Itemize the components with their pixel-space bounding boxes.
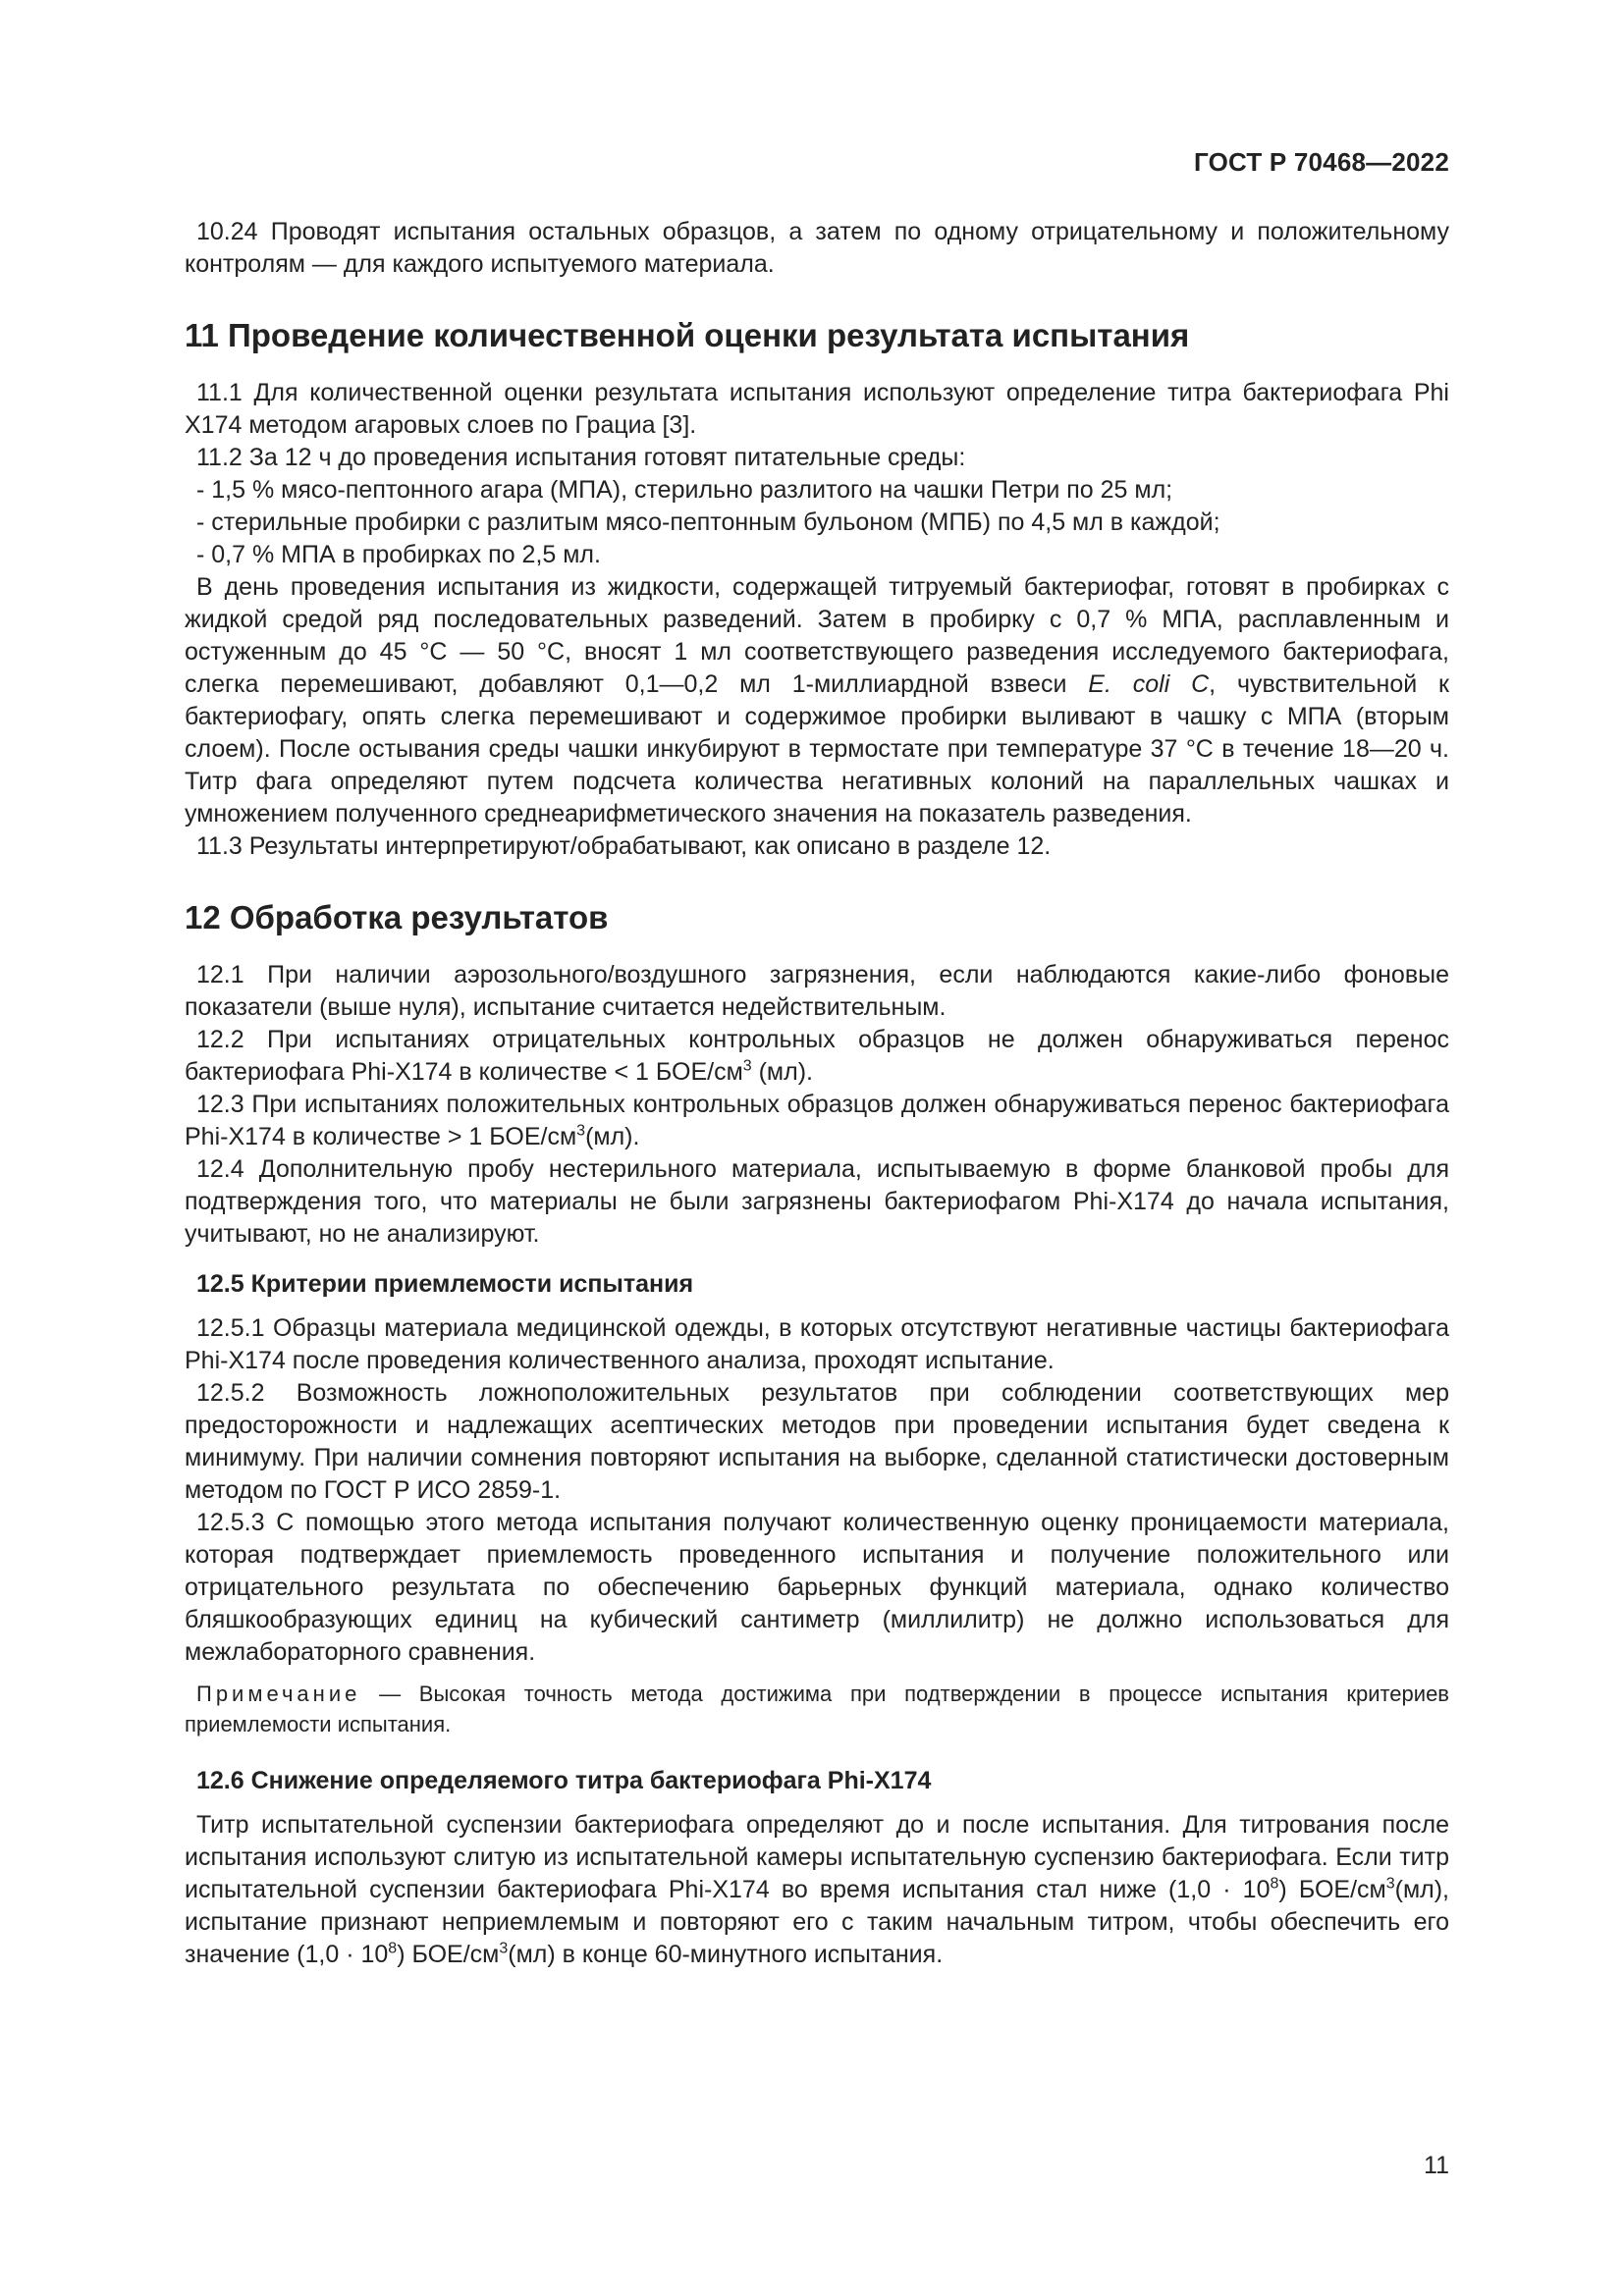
- superscript: 8: [388, 1940, 398, 1957]
- document-code-header: ГОСТ Р 70468—2022: [1194, 147, 1449, 177]
- note-text: — Высокая точность метода достижима при подтверждении в процессе испытания критериев приемлемости испытания.: [185, 1682, 1449, 1736]
- paragraph-12-4: 12.4 Дополнительную пробу нестерильного материала, испытываемую в форме бланковой пробы для подтверждения того, что материалы не были загрязнены бактериофагом Phi-X174 до начала испытания, учитывают, но не анализируют.: [185, 1155, 1449, 1248]
- page-number: 11: [1424, 2152, 1449, 2179]
- paragraph-10-24: 10.24 Проводят испытания остальных образцов, а затем по одному отрицательному и положительному контролям — для каждого испытуемого материала.: [185, 218, 1449, 278]
- superscript: 3: [576, 1122, 586, 1140]
- subsection-12-5-heading: 12.5 Критерии приемлемости испытания: [196, 1270, 694, 1298]
- paragraph-12-5-3: 12.5.3 С помощью этого метода испытания получают количественную оценку проницаемости материала, которая подтверждает приемлемость проведенного испытания и получение положительного или отрицательного результата по обеспечению барьерных функций материала, однако количество бляшкообразующих единиц на кубический сантиметр (миллилитр) не должно использоваться для межлабораторного сравнения.: [185, 1509, 1449, 1666]
- paragraph-11-procedure: [185, 571, 1449, 830]
- list-item: - 0,7 % МПА в пробирках по 2,5 мл.: [196, 541, 601, 568]
- superscript: 3: [1385, 1875, 1395, 1893]
- note: [185, 1679, 1449, 1739]
- text: (мл).: [751, 1058, 813, 1086]
- paragraph-11-1: 11.1 Для количественной оценки результата испытания используют определение титра бактериофага Phi X174 методом агаровых слоев по Грациа [3].: [185, 379, 1449, 439]
- text: Титр испытательной суспензии бактериофага определяют до и после испытания. Для титрования после испытания используют слитую из испытательной камеры испытательную суспензию бактериофага. Если титр испытательной суспензии бактериофага Phi-X174 во время испытания стал ниже (1,0 · 10: [185, 1811, 1449, 1903]
- paragraph-12-2: [185, 1024, 1449, 1089]
- page-content: [185, 216, 1449, 1971]
- paragraph-11-2: 11.2 За 12 ч до проведения испытания готовят питательные среды:: [196, 444, 966, 471]
- paragraph-12-6: [185, 1809, 1449, 1971]
- ecoli-italic: E. coli C: [1088, 670, 1210, 698]
- text: (мл) в конце 60-минутного испытания.: [508, 1941, 944, 1968]
- text: ) БОЕ/см: [397, 1941, 500, 1968]
- text: ) БОЕ/см: [1278, 1876, 1386, 1903]
- paragraph-12-1: 12.1 При наличии аэрозольного/воздушного загрязнения, если наблюдаются какие-либо фоновые показатели (выше нуля), испытание считается недействительным.: [185, 961, 1449, 1021]
- superscript: 3: [499, 1940, 509, 1957]
- superscript: 3: [742, 1057, 752, 1075]
- paragraph-12-5-2: 12.5.2 Возможность ложноположительных результатов при соблюдении соответствующих мер предосторожности и надлежащих асептических методов при проведении испытания будет сведена к минимуму. При наличии сомнения повторяют испытания на выборке, сделанной статистически достоверным методом по ГОСТ Р ИСО 2859-1.: [185, 1379, 1449, 1504]
- superscript: 8: [1270, 1875, 1279, 1893]
- subsection-12-6-heading: 12.6 Снижение определяемого титра бактериофага Phi-X174: [196, 1767, 932, 1794]
- procedure-text-part-2: , чувствительной к бактериофагу, опять слегка перемешивают и содержимое пробирки выливают в чашку с МПА (вторым слоем). После остывания среды чашки инкубируют в термостате при температуре 37 °С в течение 18—20 ч. Титр фага определяют путем подсчета количества негативных колоний на параллельных чашках и умножением полученного среднеарифметического значения на показатель разведения.: [185, 670, 1449, 828]
- text: (мл), испытание признают неприемлемым и повторяют его с таким начальным титром, чтобы обеспечить его значение (1,0 · 10: [185, 1876, 1449, 1968]
- section-12-heading: 12 Обработка результатов: [185, 899, 609, 935]
- list-item: - 1,5 % мясо-пептонного агара (МПА), стерильно разлитого на чашки Петри по 25 мл;: [196, 476, 1173, 504]
- text: 12.2 При испытаниях отрицательных контрольных образцов не должен обнаруживаться перенос бактериофага Phi-X174 в количестве < 1 БОЕ/см: [185, 1026, 1449, 1086]
- paragraph-11-3: 11.3 Результаты интерпретируют/обрабатывают, как описано в разделе 12.: [196, 832, 1052, 860]
- text: 12.3 При испытаниях положительных контрольных образцов должен обнаруживаться перенос бактериофага Phi-X174 в количестве > 1 БОЕ/см: [185, 1091, 1449, 1150]
- list-item: - стерильные пробирки с разлитым мясо-пептонным бульоном (МПБ) по 4,5 мл в каждой;: [196, 508, 1220, 536]
- note-label: Примечание: [196, 1682, 361, 1706]
- procedure-text-part-1: В день проведения испытания из жидкости, содержащей титруемый бактериофаг, готовят в пробирках с жидкой средой ряд последовательных разведений. Затем в пробирку с 0,7 % МПА, расплавленным и остуженным до 45 °С — 50 °С, вносят 1 мл соответствующего разведения исследуемого бактериофага, слегка перемешивают, добавляют 0,1—0,2 мл 1-миллиардной взвеси: [185, 573, 1449, 698]
- paragraph-12-5-1: 12.5.1 Образцы материала медицинской одежды, в которых отсутствуют негативные частицы бактериофага Phi-X174 после проведения количественного анализа, проходят испытание.: [185, 1314, 1449, 1374]
- paragraph-12-3: [185, 1089, 1449, 1153]
- section-11-heading: 11 Проведение количественной оценки результата испытания: [185, 317, 1190, 353]
- text: (мл).: [585, 1123, 640, 1150]
